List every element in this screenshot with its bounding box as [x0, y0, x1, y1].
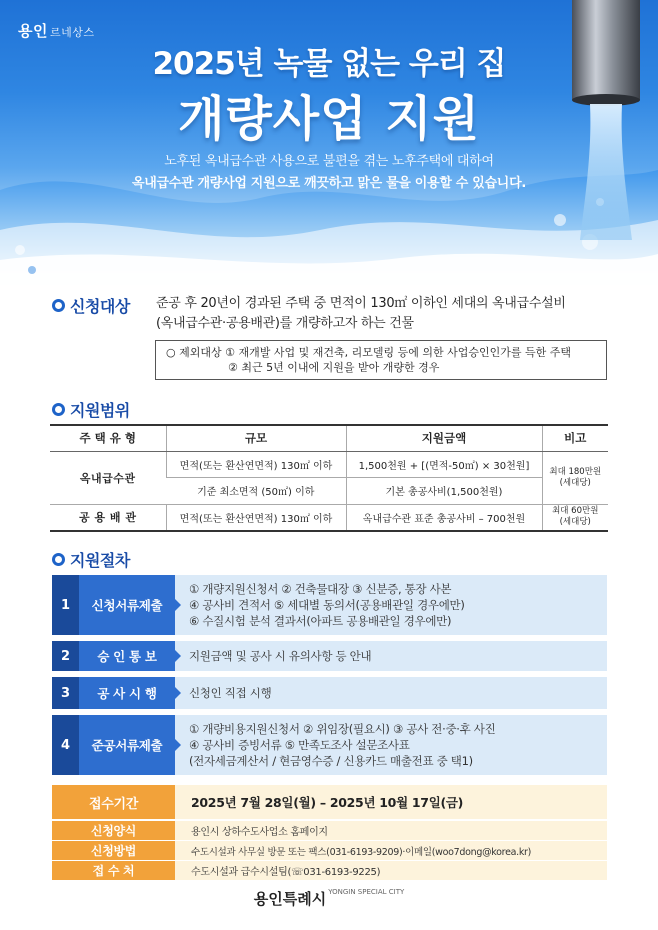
info-label: 신청양식: [52, 821, 175, 840]
circle-bullet-icon: [52, 553, 65, 566]
section-scope-heading: 지원범위: [52, 398, 130, 421]
arrow-right-icon: [175, 599, 181, 611]
housing-type-cell: 옥내급수관: [50, 451, 166, 504]
scale-cell: 면적(또는 환산연면적) 130㎡ 이하: [166, 451, 346, 477]
section-procedure-heading: 지원절차: [52, 548, 130, 571]
scale-cell: 면적(또는 환산연면적) 130㎡ 이하: [166, 504, 346, 531]
step-number: 2: [52, 641, 79, 671]
step-3: [52, 677, 607, 709]
yongin-renaissance-logo: 용인 르네상스: [18, 22, 95, 40]
arrow-right-icon: [175, 650, 181, 662]
note-cell: 최대 60만원 (세대당): [542, 504, 608, 531]
arrow-right-icon: [175, 687, 181, 699]
scale-cell: 기준 최소면적 (50㎡) 이하: [166, 477, 346, 504]
step-number: 1: [52, 575, 79, 635]
table-row: [50, 504, 608, 531]
step-name: 준공서류제출: [79, 715, 175, 775]
circle-bullet-icon: [52, 403, 65, 416]
column-header: 주 택 유 형: [50, 425, 166, 451]
step-name: 공 사 시 행: [79, 677, 175, 709]
step-2: [52, 641, 607, 671]
column-header: 비고: [542, 425, 608, 451]
step-description: 지원금액 및 공사 시 유의사항 등 안내: [175, 641, 607, 671]
amount-cell: 기본 총공사비(1,500천원): [346, 477, 542, 504]
table-header-row: [50, 425, 608, 451]
info-value: 수도시설과 급수시설팀(☏031-6193-9225): [175, 861, 607, 880]
step-1: [52, 575, 607, 635]
reception-office-row: [52, 861, 607, 880]
step-name: 승 인 통 보: [79, 641, 175, 671]
column-header: 규모: [166, 425, 346, 451]
info-value: 수도시설과 사무실 방문 또는 팩스(031-6193-9209)·이메일(woo7dong@korea.kr): [175, 841, 607, 860]
info-label: 접 수 처: [52, 861, 175, 880]
section-eligibility-heading: 신청대상: [52, 294, 130, 317]
intro-text-2: 옥내급수관 개량사업 지원으로 깨끗하고 맑은 물을 이용할 수 있습니다.: [132, 176, 526, 191]
housing-type-cell: 공 용 배 관: [50, 504, 166, 531]
circle-bullet-icon: [52, 299, 65, 312]
amount-cell: 1,500천원 + [(면적-50㎡) × 30천원]: [346, 451, 542, 477]
step-name: 신청서류제출: [79, 575, 175, 635]
application-form-row: [52, 821, 607, 840]
step-description: ① 개량지원신청서 ② 건축물대장 ③ 신분증, 통장 사본 ④ 공사비 견적서 ⑤ 세대별 동의서(공용배관일 경우에만) ⑥ 수질시험 분석 결과서(아파트 공용배관일 경우에만): [175, 575, 607, 635]
info-label: 접수기간: [52, 785, 175, 819]
arrow-right-icon: [175, 739, 181, 751]
water-wave-graphic: [0, 150, 658, 288]
step-description: ① 개량비용지원신청서 ② 위임장(필요시) ③ 공사 전·중·후 사진 ④ 공사비 증빙서류 ⑤ 만족도조사 설문조사표 (전자세금계산서 / 현금영수증 / 신용카드 매출전표 중 택1): [175, 715, 607, 775]
eligibility-description: 준공 후 20년이 경과된 주택 중 면적이 130㎡ 이하인 세대의 옥내급수설비 (옥내급수관·공용배관)를 개량하고자 하는 건물: [156, 296, 566, 331]
hero-banner: [0, 0, 658, 288]
exclusion-box: ○ 제외대상 ① 재개발 사업 및 재건축, 리모델링 등에 의한 사업승인인가를 득한 주택 ② 최근 5년 이내에 지원을 받아 개량한 경우: [155, 340, 607, 380]
step-description: 신청인 직접 시행: [175, 677, 607, 709]
column-header: 지원금액: [346, 425, 542, 451]
step-number: 3: [52, 677, 79, 709]
amount-cell: 옥내급수관 표준 총공사비 – 700천원: [346, 504, 542, 531]
step-4: [52, 715, 607, 775]
info-label: 신청방법: [52, 841, 175, 860]
intro-text-1: 노후된 옥내급수관 사용으로 불편을 겪는 노후주택에 대하여: [164, 154, 494, 169]
application-method-row: [52, 841, 607, 860]
info-value: 용인시 상하수도사업소 홈페이지: [175, 821, 607, 840]
note-cell: 최대 180만원 (세대당): [542, 451, 608, 504]
step-number: 4: [52, 715, 79, 775]
title-line-2: 개량사업 지원: [178, 91, 480, 147]
title-line-1: 2025년 녹물 없는 우리 집: [152, 46, 506, 82]
yongin-special-city-logo: 용인특례시 $^{YONGIN SPECIAL CITY}$: [253, 888, 405, 908]
info-value: 2025년 7월 28일(월) – 2025년 10월 17일(금): [175, 785, 607, 819]
application-period-row: [52, 785, 607, 819]
support-scope-table: [50, 424, 608, 532]
table-row: [50, 451, 608, 477]
